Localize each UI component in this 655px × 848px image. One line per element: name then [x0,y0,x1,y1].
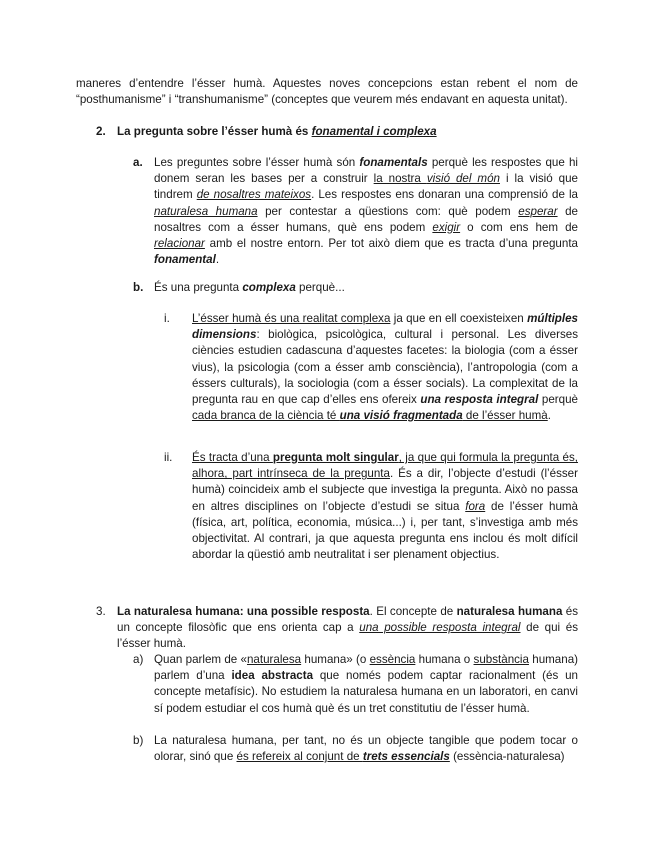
section-3-paragraph: La naturalesa humana: una possible resposta. El concepte de naturalesa humana és un concepte filosòfic que ens orienta cap a una possible resposta integral de qui és l’ésser humà. [117,605,578,651]
item-i-label: i. [164,312,170,325]
intro-paragraph: maneres d’entendre l’ésser humà. Aquestes noves concepcions estan rebent el nom de “posthumanisme” i “transhumanisme” (conceptes que veurem més endavant en aquesta unitat). [76,77,578,107]
section-3-item-b-paragraph: La naturalesa humana, per tant, no és un objecte tangible que podem tocar o olorar, sinó que és refereix al conjunt de trets essencials (essència-naturalesa) [154,734,578,764]
section-3-item-a-label: a) [133,653,144,666]
section-3-item-b-label: b) [133,734,144,747]
section-3-number: 3. [96,605,106,618]
item-b-paragraph: És una pregunta complexa perquè... [154,281,345,294]
section-3-item-a-paragraph: Quan parlem de «naturalesa humana» (o essència humana o substància humana) parlem d’una idea abstracta que només podem captar racionalment (és un concepte metafísic). No estudiem la naturalesa humana en un laboratori, en canvi sí podem estudiar el cos humà què és un tret constitutiu de l’ésser humà. [154,653,578,715]
item-a-paragraph: Les preguntes sobre l’ésser humà són fonamentals perquè les respostes que hi donem seran les bases per a construir la nostra visió del món i la visió que tindrem de nosaltres mateixos. Les respostes ens donaran una comprensió de la naturalesa humana per contestar a qüestions com: què podem esperar de nosaltres com a ésser humans, què ens podem exigir o com ens hem de relacionar amb el nostre entorn. Per tot això diem que es tracta d’una pregunta fonamental. [154,156,579,267]
item-a-label: a. [133,156,143,169]
item-ii-label: ii. [164,451,173,464]
item-b-label: b. [133,281,144,294]
item-i-paragraph: L’ésser humà és una realitat complexa ja que en ell coexisteixen múltiples dimensions: biològica, psicològica, cultural i personal. Les diverses ciències estudien cadascuna d’aquestes facetes: la biologia (com a ésser vius), la psicologia (com a ésser amb consciència), l’antropologia (com a éssers culturals), la sociologia (com a ésser socials). La complexitat de la pregunta rau en que cap d’elles ens ofereix una resposta integral perquè cada branca de la ciència té una visió fragmentada de l’ésser humà. [192,312,578,423]
item-ii-paragraph: És tracta d’una pregunta molt singular, ja que qui formula la pregunta és, alhora, part intrínseca de la pregunta. És a dir, l’objecte d’estudi (l’ésser humà) coincideix amb el subjecte que investiga la pregunta. Això no passa en altres disciplines on l’objecte d’estudi se situa fora de l’ésser humà (física, art, política, economia, música...) i, per tant, s’investiga amb més objectivitat. Al contrari, ja que aquesta pregunta ens inclou és molt difícil abordar la qüestió amb neutralitat i ser plenament objectius. [192,451,579,562]
section-2-heading: La pregunta sobre l’ésser humà és fonamental i complexa [117,125,437,138]
section-2-number: 2. [96,125,106,138]
